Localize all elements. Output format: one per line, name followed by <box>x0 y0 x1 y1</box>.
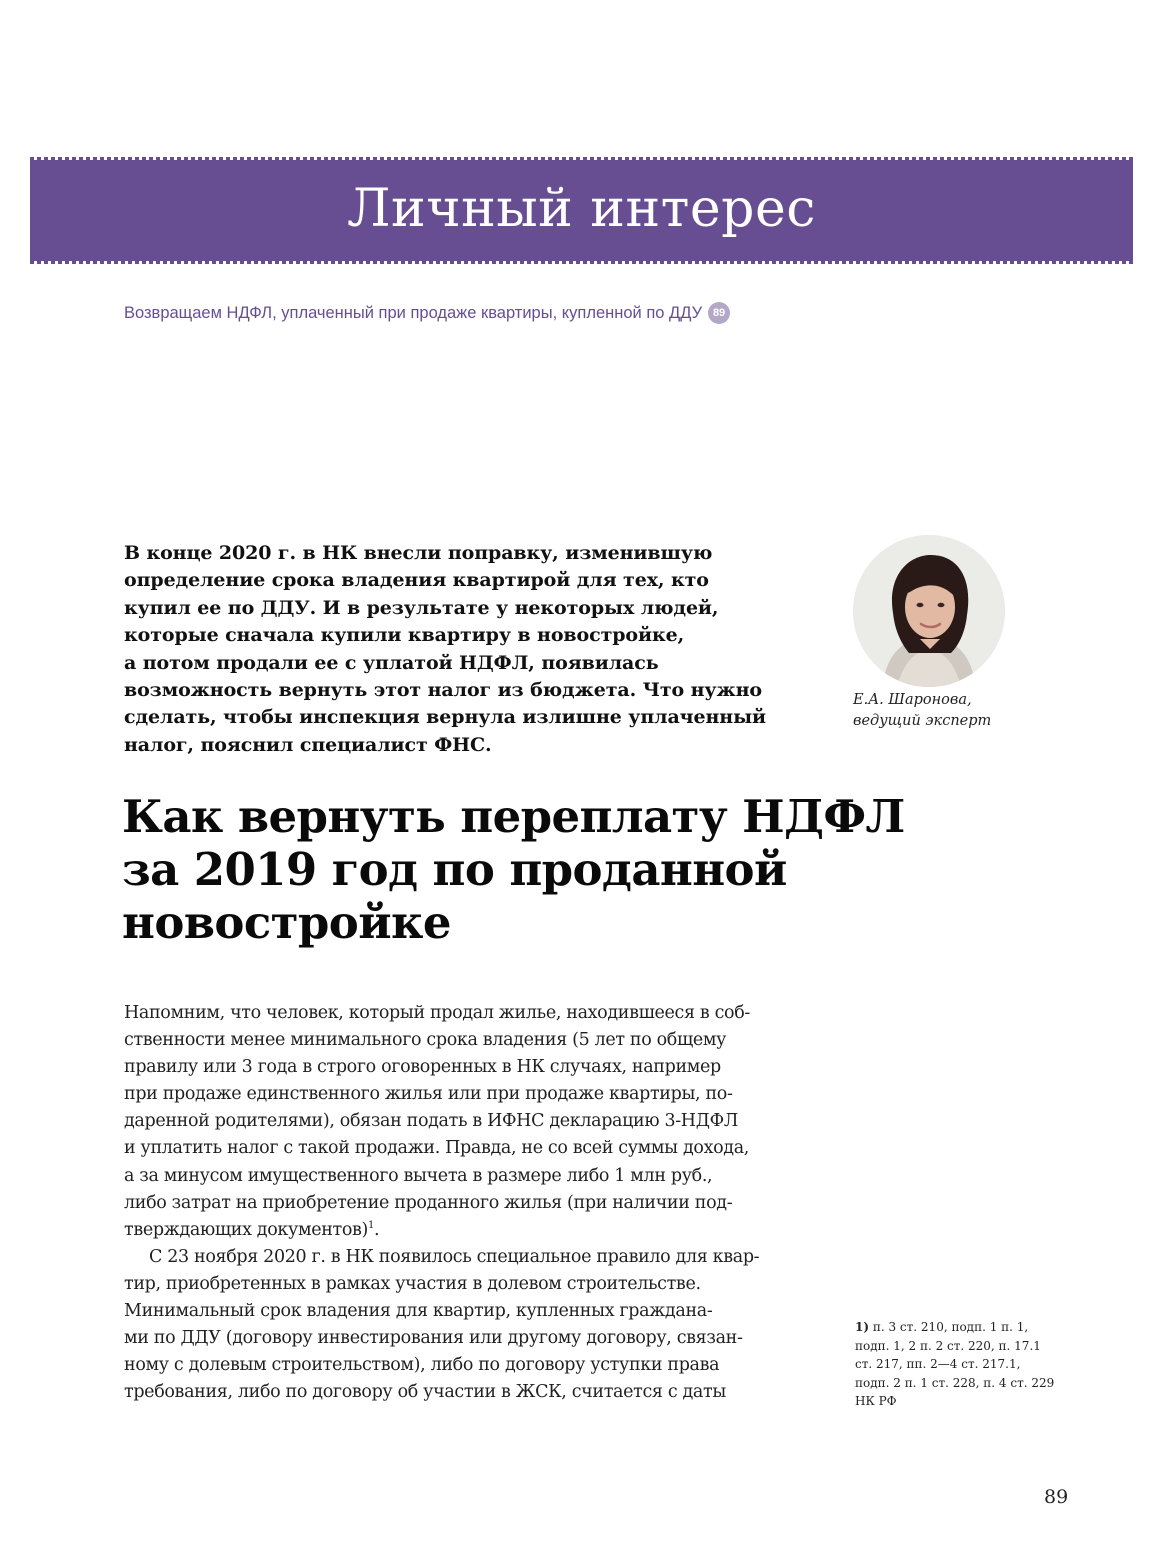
footnote-line: подп. 1, 2 п. 2 ст. 220, п. 17.1 <box>855 1338 1041 1353</box>
body-line-text: тверждающих документов) <box>124 1219 369 1240</box>
body-line: Минимальный срок владения для квартир, купленных граждана- <box>124 1301 713 1322</box>
footnote-reference[interactable]: 1 <box>368 1219 375 1231</box>
body-line: а за минусом имущественного вычета в размере либо 1 млн руб., <box>124 1165 713 1186</box>
author-name: Е.А. Шаронова, <box>853 692 972 708</box>
lead-line: которые сначала купили квартиру в новостройке, <box>124 624 685 647</box>
article-title-line: Как вернуть переплату НДФЛ <box>122 790 905 843</box>
body-line: ми по ДДУ (договору инвестирования или другому договору, связан- <box>124 1328 743 1349</box>
footnote-line: ст. 217, пп. 2—4 ст. 217.1, <box>855 1357 1021 1371</box>
lead-line: определение срока владения квартирой для тех, кто <box>124 569 709 592</box>
article-title-line: за 2019 год по проданной <box>122 843 787 896</box>
footnote-line: НК РФ <box>855 1394 897 1408</box>
footnote-text: п. 3 ст. 210, подп. 1 п. 1, <box>872 1320 1029 1334</box>
footnote-line <box>855 1318 1085 1337</box>
related-article-link-text: Возвращаем НДФЛ, уплаченный при продаже квартиры, купленной по ДДУ <box>124 303 703 322</box>
body-line: Напомним, что человек, который продал жилье, находившееся в соб- <box>124 1003 750 1023</box>
section-title: Личный интерес <box>347 178 816 239</box>
lead-line: налог, пояснил специалист ФНС. <box>124 733 492 756</box>
author-photo <box>853 535 1005 687</box>
lead-line: сделать, чтобы инспекция вернула излишне уплаченный <box>124 706 767 729</box>
article-title <box>122 790 942 949</box>
author-role: ведущий эксперт <box>853 713 992 729</box>
article-body <box>124 1000 804 1406</box>
body-line-end: . <box>374 1219 380 1240</box>
lead-line: купил ее по ДДУ. И в результате у некоторых людей, <box>124 596 719 619</box>
article-lead <box>124 540 814 759</box>
body-line: ственности менее минимального срока владения (5 лет по общему <box>124 1030 727 1051</box>
page-number: 89 <box>1044 1486 1069 1508</box>
related-article-link[interactable] <box>124 302 730 324</box>
lead-line: В конце 2020 г. в НК внесли поправку, изменившую <box>124 542 713 564</box>
body-line: С 23 ноября 2020 г. в НК появилось специальное правило для квар- <box>149 1246 760 1267</box>
page-reference-badge: 89 <box>708 302 730 324</box>
body-line: ному с долевым строительством), либо по договору уступки права <box>124 1355 720 1376</box>
body-line: даренной родителями), обязан подать в ИФНС декларацию 3-НДФЛ <box>124 1111 739 1132</box>
body-line: либо затрат на приобретение проданного жилья (при наличии под- <box>124 1192 733 1213</box>
body-line: правилу или 3 года в строго оговоренных в НК случаях, например <box>124 1057 721 1078</box>
section-banner <box>30 158 1133 263</box>
footnote <box>855 1318 1085 1411</box>
author-portrait-icon <box>853 535 1005 687</box>
body-line: тир, приобретенных в рамках участия в долевом строительстве. <box>124 1273 701 1294</box>
article-title-line: новостройке <box>122 896 451 949</box>
footnote-line: подп. 2 п. 1 ст. 228, п. 4 ст. 229 <box>855 1375 1055 1390</box>
lead-line: а потом продали ее с уплатой НДФЛ, появилась <box>124 651 659 674</box>
body-line <box>124 1217 804 1244</box>
body-line: при продаже единственного жилья или при продаже квартиры, по- <box>124 1084 733 1105</box>
lead-line: возможность вернуть этот налог из бюджета. Что нужно <box>124 679 762 702</box>
body-line: требования, либо по договору об участии в ЖСК, считается с даты <box>124 1382 726 1403</box>
body-line: и уплатить налог с такой продажи. Правда, не со всей суммы дохода, <box>124 1138 750 1159</box>
footnote-marker: 1) <box>855 1320 870 1334</box>
author-caption <box>853 690 991 732</box>
